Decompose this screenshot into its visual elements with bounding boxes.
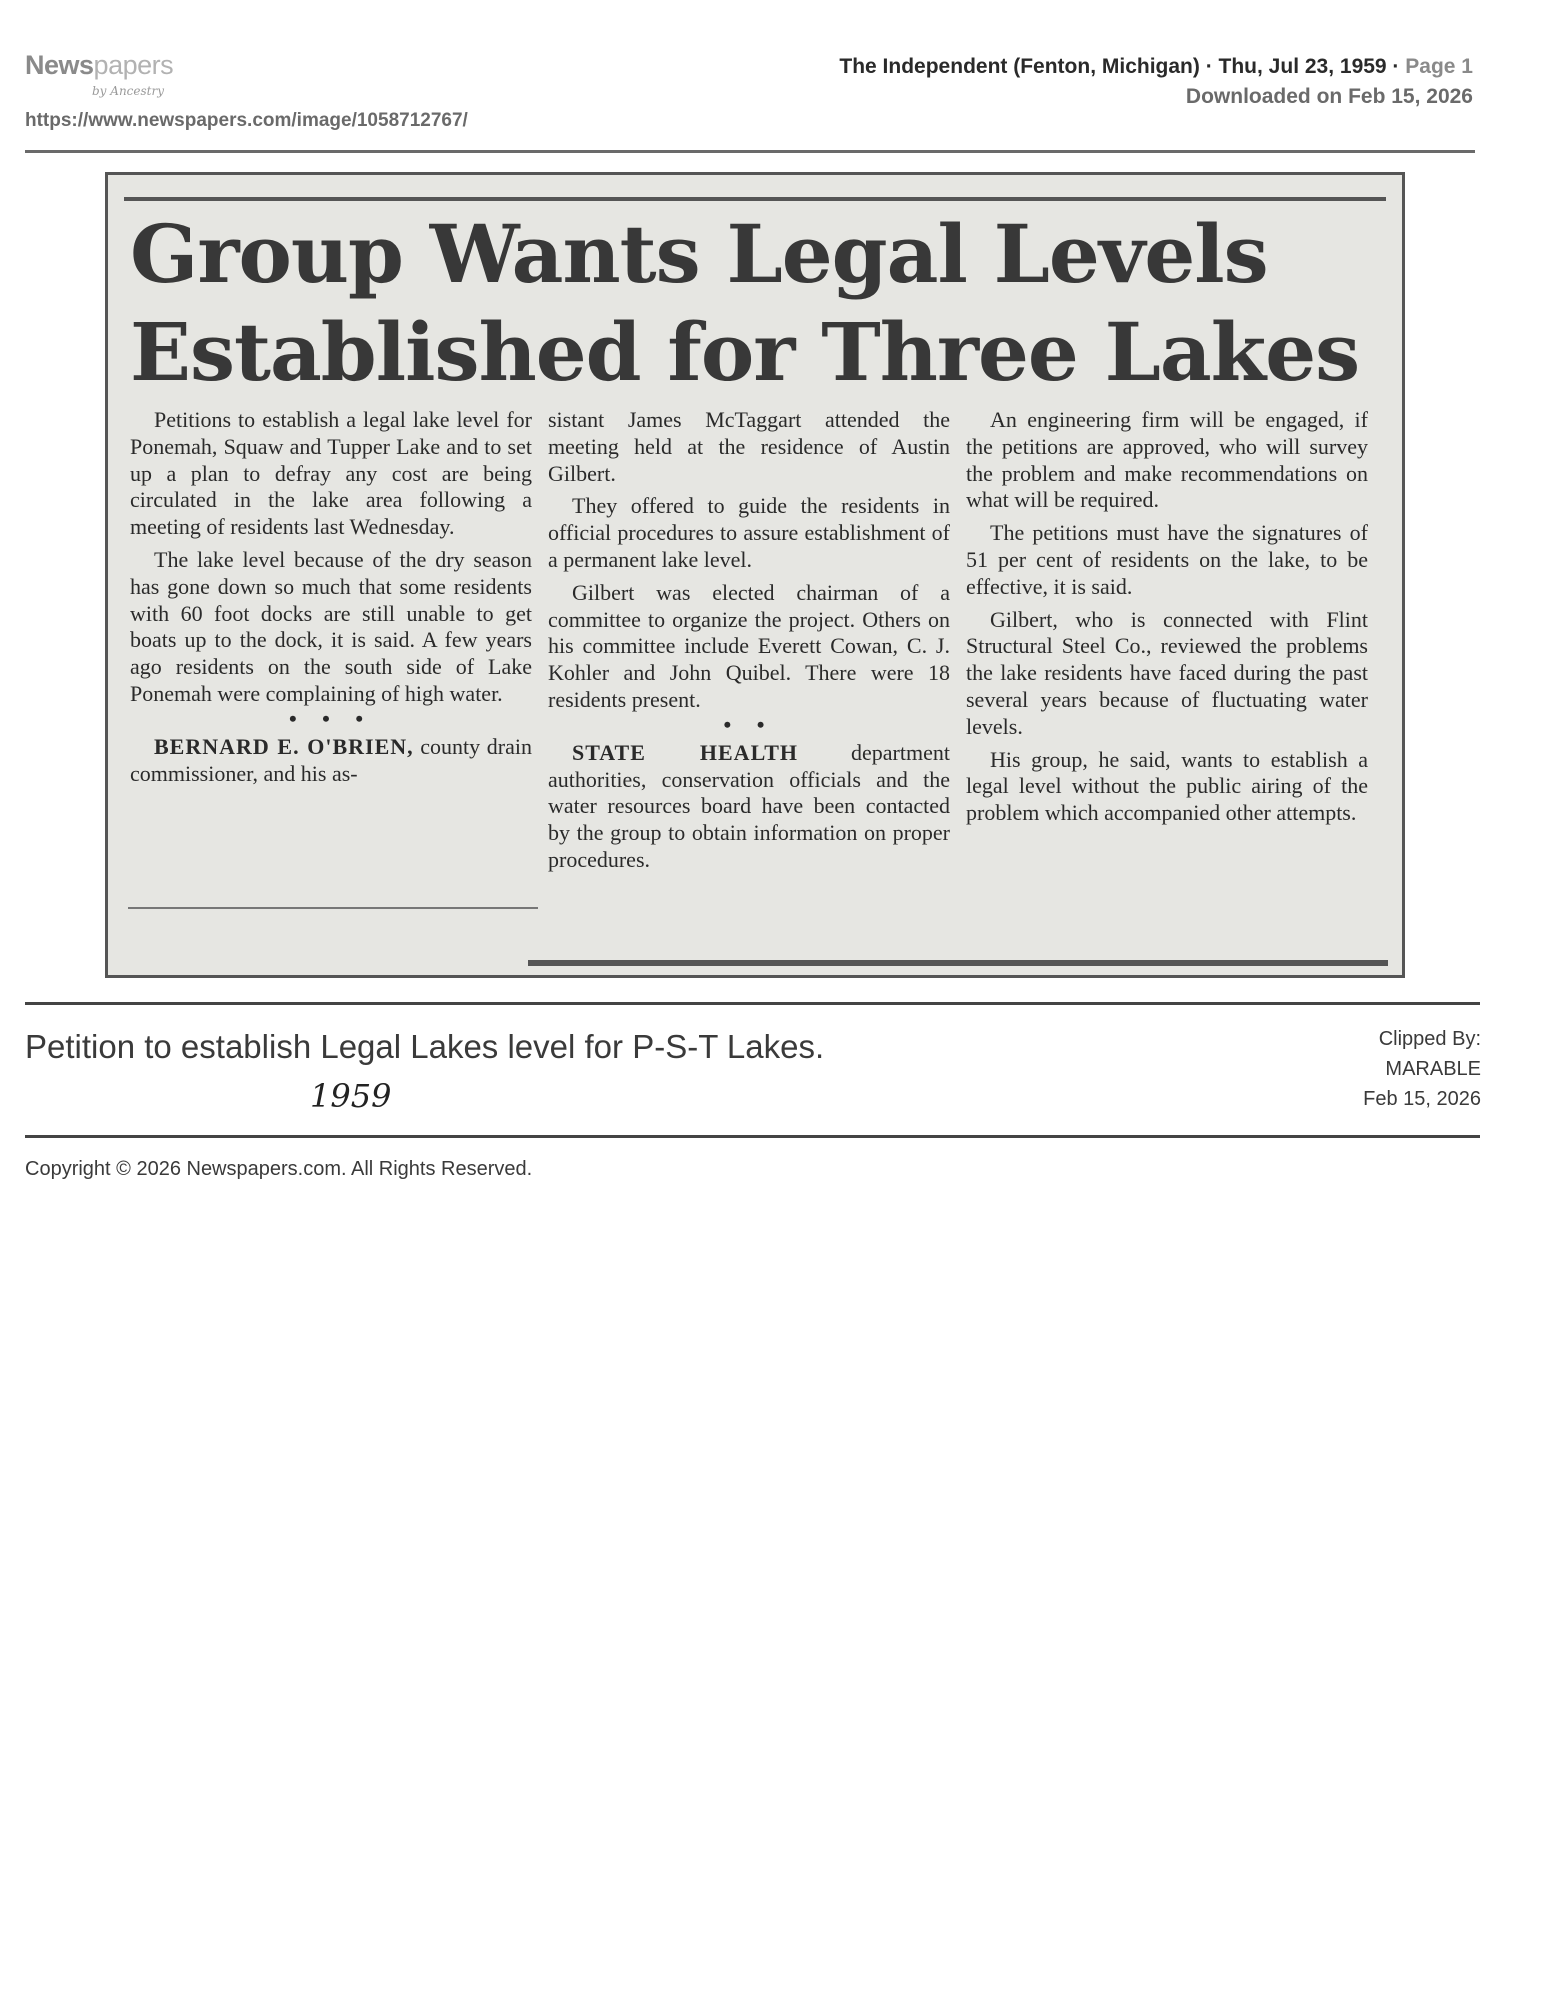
col1-paragraph-3-text: county drain commissioner, and his as- — [130, 733, 532, 786]
headline-line-2: Established for Three Lakes — [130, 305, 1360, 399]
col2-paragraph-2: They offered to guide the residents in official procedures to assure establishment of a permanent lake level. — [548, 493, 950, 572]
clipped-by-block — [1363, 1024, 1481, 1114]
section-separator: • • — [723, 711, 775, 737]
caption-top-divider — [25, 1002, 1480, 1005]
publication-line — [839, 55, 1473, 79]
col3-paragraph-2: The petitions must have the signatures of 51 per cent of residents on the lake, to be effective, it is said. — [966, 520, 1368, 599]
clipped-by-user: MARABLE — [1385, 1058, 1481, 1080]
page-number: Page 1 — [1405, 55, 1473, 78]
clipping-top-rule — [124, 197, 1386, 201]
logo-bold-text: News — [25, 50, 94, 80]
col2-paragraph-4 — [548, 740, 950, 874]
col2-lead-in: STATE HEALTH — [572, 739, 799, 765]
col1-paragraph-1: Petitions to establish a legal lake level for Ponemah, Squaw and Tupper Lake and to set up a plan to defray any cost are being circulated in the lake area following a meeting of residents last Wednesday. — [130, 407, 532, 540]
clipping-caption: Petition to establish Legal Lakes level for P-S-T Lakes. — [25, 1028, 825, 1065]
col2-paragraph-4-text: department authorities, conservation officials and the water resources board have been contacted by the group to obtain information on proper procedures. — [548, 739, 950, 872]
article-headline — [130, 205, 1390, 401]
clipped-date: Feb 15, 2026 — [1363, 1088, 1481, 1110]
source-url: https://www.newspapers.com/image/1058712767/ — [25, 110, 468, 131]
publication-info: The Independent (Fenton, Michigan) · Thu, Jul 23, 1959 · — [839, 55, 1400, 78]
col3-paragraph-4: His group, he said, wants to establish a legal level without the public airing of the problem which accompanied other attempts. — [966, 746, 1368, 826]
col2-paragraph-3: Gilbert was elected chairman of a committee to organize the project. Others on his committee include Everett Cowan, C. J. Kohler and John Quibel. There were 18 residents present. — [548, 579, 950, 712]
clipping-bottom-rule — [528, 960, 1388, 966]
article-column-3 — [966, 407, 1368, 827]
section-separator: • • • — [288, 705, 374, 731]
article-column-1 — [130, 407, 532, 787]
col1-lead-in: BERNARD E. O'BRIEN, — [154, 733, 414, 759]
caption-bottom-divider — [25, 1135, 1480, 1138]
logo-subtitle: by Ancestry — [92, 84, 164, 98]
handwritten-year: 1959 — [310, 1077, 392, 1115]
copyright-notice: Copyright © 2026 Newspapers.com. All Rights Reserved. — [25, 1158, 533, 1180]
logo-light-text: papers — [93, 50, 174, 80]
header-divider — [25, 150, 1475, 153]
newspaper-clipping — [105, 172, 1405, 978]
newspapers-logo — [25, 50, 173, 81]
col1-paragraph-2: The lake level because of the dry season has gone down so much that some residents with 60 foot docks are still unable to get boats up to the dock, it is said. A few years ago residents on the south side of Lake Ponemah were complaining of high water. — [130, 546, 532, 706]
headline-line-1: Group Wants Legal Levels — [130, 207, 1268, 301]
col3-paragraph-3: Gilbert, who is connected with Flint Structural Steel Co., reviewed the problems the lake residents have faced during the past several years because of fluctuating water levels. — [966, 606, 1368, 739]
col3-paragraph-1: An engineering firm will be engaged, if the petitions are approved, who will survey the problem and make recommendations on what will be required. — [966, 407, 1368, 513]
clipped-by-label: Clipped By: — [1378, 1028, 1481, 1050]
column-end-rule — [128, 907, 538, 909]
download-date: Downloaded on Feb 15, 2026 — [1185, 85, 1473, 108]
article-column-2 — [548, 407, 950, 874]
col1-paragraph-3 — [130, 734, 532, 788]
col2-paragraph-1: sistant James McTaggart attended the meeting held at the residence of Austin Gilbert. — [548, 407, 950, 486]
